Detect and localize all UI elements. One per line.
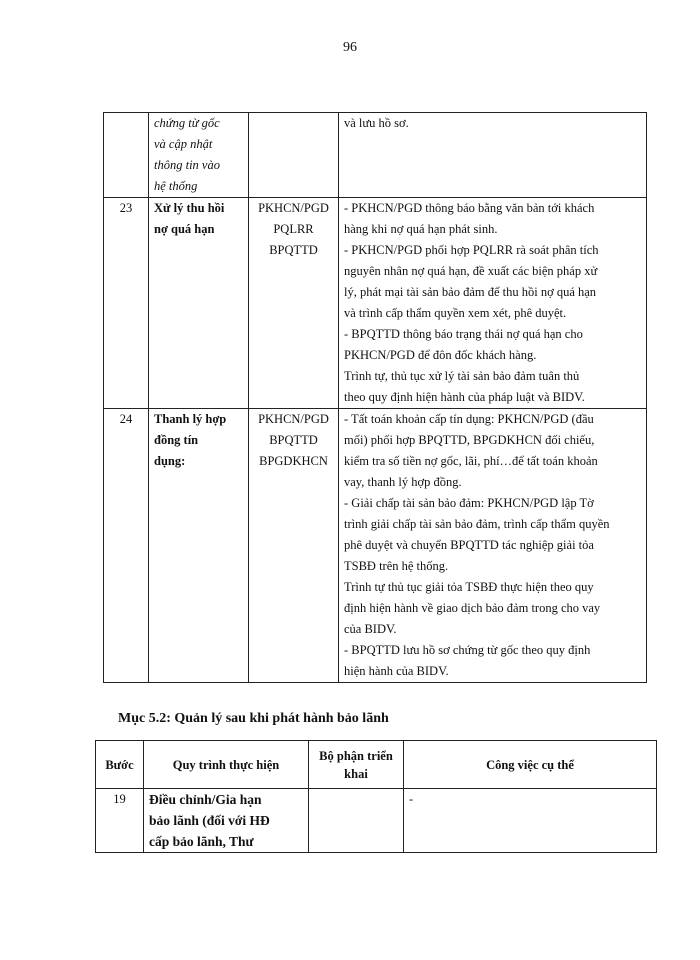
unit-cell [249,113,339,198]
process-cell-line: đồng tín [154,433,199,447]
tasks-cell-line: định hiện hành về giao dịch bảo đảm trong cho vay [344,601,601,615]
tasks-cell-line: PKHCN/PGD để đôn đốc khách hàng. [344,348,537,362]
process-cell-line: chứng từ gốc [154,116,220,130]
guarantee-process-table [95,740,657,853]
tasks-cell-line: - [409,792,414,806]
process-cell-line: và cập nhật [154,137,213,151]
tasks-cell-line: mối) phối hợp BPQTTD, BPGDKHCN đối chiếu, [344,433,595,447]
unit-cell-line: BPQTTD [269,243,318,257]
tasks-cell-line: TSBĐ trên hệ thống. [344,559,449,573]
process-cell-line: nợ quá hạn [154,222,215,236]
tasks-cell-line: vay, thanh lý hợp đồng. [344,475,462,489]
tasks-cell-line: trình giải chấp tài sản bảo đảm, trình cấp thẩm quyền [344,517,610,531]
process-cell-line: thông tin vào [154,158,220,172]
process-cell [149,113,249,198]
process-cell-line: cấp bảo lãnh, Thư [149,834,254,849]
tasks-cell [404,789,657,853]
unit-cell-line: PKHCN/PGD [258,201,329,215]
process-cell-line: Thanh lý hợp [154,412,227,426]
tasks-cell [339,409,647,683]
section-title: Mục 5.2: Quản lý sau khi phát hành bảo lãnh [118,711,389,726]
unit-cell-line: BPQTTD [269,433,318,447]
step-cell: 23 [104,198,149,409]
tasks-cell-line: lý, phát mại tài sản bảo đảm để thu hồi nợ quá hạn [344,285,597,299]
tasks-cell-line: Trình tự thủ tục giải tỏa TSBĐ thực hiện theo quy [344,580,594,594]
tasks-cell-line: Trình tự, thủ tục xử lý tài sản bảo đảm tuân thủ [344,369,580,383]
table-row [104,198,647,409]
tasks-cell-line: của BIDV. [344,622,397,636]
tasks-cell-line: và trình cấp thẩm quyền xem xét, phê duyệt. [344,306,567,320]
table-row [104,409,647,683]
tasks-cell-line: - BPQTTD thông báo trạng thái nợ quá hạn cho [344,327,583,341]
tasks-cell-line: - PKHCN/PGD phối hợp PQLRR rà soát phân tích [344,243,599,257]
unit-cell-line: PQLRR [273,222,314,236]
process-cell-line: Điều chỉnh/Gia hạn [149,792,262,807]
tasks-cell-line: theo quy định hiện hành của pháp luật và BIDV. [344,390,585,404]
process-cell [149,409,249,683]
header-process: Quy trình thực hiện [144,741,309,789]
unit-cell [249,409,339,683]
process-cell-line: bảo lãnh (đối với HĐ [149,813,270,828]
tasks-cell [339,113,647,198]
process-cell [144,789,309,853]
unit-cell [309,789,404,853]
tasks-cell-line: - PKHCN/PGD thông báo bằng văn bản tới khách [344,201,595,215]
table-header-row [96,741,657,789]
step-cell: 19 [96,789,144,853]
header-step: Bước [96,741,144,789]
tasks-cell-line: - BPQTTD lưu hồ sơ chứng từ gốc theo quy định [344,643,591,657]
tasks-cell-line: hàng khi nợ quá hạn phát sinh. [344,222,498,236]
page-number: 96 [343,40,357,55]
tasks-cell-line: phê duyệt và chuyển BPQTTD tác nghiệp giải tỏa [344,538,594,552]
tasks-cell-line: - Tất toán khoản cấp tín dụng: PKHCN/PGD (đầu [344,412,594,426]
tasks-cell-line: kiểm tra số tiền nợ gốc, lãi, phí…để tất toán khoản [344,454,598,468]
unit-cell [249,198,339,409]
tasks-cell-line: nguyên nhân nợ quá hạn, đề xuất các biện pháp xử [344,264,598,278]
unit-cell-line: PKHCN/PGD [258,412,329,426]
process-cell [149,198,249,409]
process-cell-line: Xử lý thu hồi [154,201,225,215]
header-tasks: Công việc cụ thể [404,741,657,789]
table-row [96,789,657,853]
step-cell [104,113,149,198]
step-cell: 24 [104,409,149,683]
tasks-cell-line: - Giải chấp tài sản bảo đảm: PKHCN/PGD lập Tờ [344,496,594,510]
header-unit: Bộ phận triển khai [309,741,404,789]
process-cell-line: dụng: [154,454,186,468]
tasks-cell [339,198,647,409]
process-table-continued [103,112,647,683]
tasks-cell-line: và lưu hồ sơ. [344,116,409,130]
table-row [104,113,647,198]
unit-cell-line: BPGDKHCN [259,454,328,468]
process-cell-line: hệ thống [154,179,198,193]
tasks-cell-line: hiện hành của BIDV. [344,664,449,678]
